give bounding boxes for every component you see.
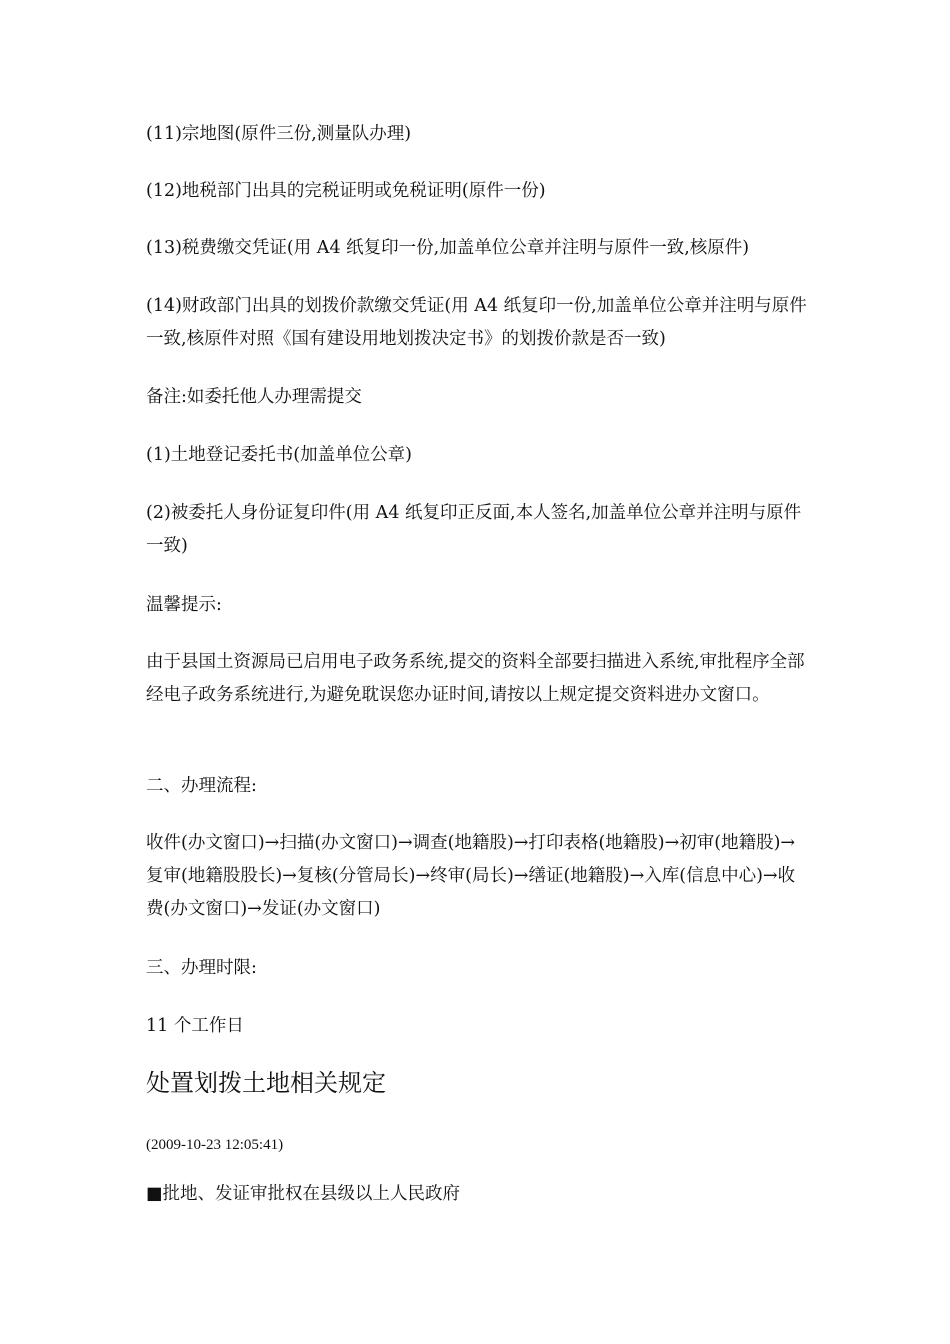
time-limit: 11 个工作日 (146, 1016, 244, 1036)
list-item: (11)宗地图(原件三份,测量队办理) (146, 124, 412, 144)
section-title: 二、办理流程: (146, 776, 257, 796)
list-item: (14)财政部门出具的划拨价款缴交凭证(用 A4 纸复印一份,加盖单位公章并注明与原件一致,核原件对照《国有建设用地划拨决定书》的划拨价款是否一致) (146, 296, 807, 349)
section-title: 三、办理时限: (146, 958, 257, 978)
remark-title: 备注:如委托他人办理需提交 (146, 387, 362, 407)
list-item: (13)税费缴交凭证(用 A4 纸复印一份,加盖单位公章并注明与原件一致,核原件) (146, 238, 750, 258)
tip-title: 温馨提示: (146, 595, 222, 615)
remark-item: (1)土地登记委托书(加盖单位公章) (146, 445, 412, 465)
article-first-line: ■批地、发证审批权在县级以上人民政府 (146, 1184, 461, 1204)
tip-text: 由于县国土资源局已启用电子政务系统,提交的资料全部要扫描进入系统,审批程序全部经电子政务系统进行,为避免耽误您办证时间,请按以上规定提交资料进办文窗口。 (146, 652, 805, 705)
article-title: 处置划拨土地相关规定 (146, 1069, 386, 1097)
list-item: (12)地税部门出具的完税证明或免税证明(原件一份) (146, 181, 546, 201)
article-date: (2009-10-23 12:05:41) (146, 1137, 284, 1153)
remark-item: (2)被委托人身份证复印件(用 A4 纸复印正反面,本人签名,加盖单位公章并注明与原件一致) (146, 503, 802, 556)
flow-text: 收件(办文窗口)→扫描(办文窗口)→调查(地籍股)→打印表格(地籍股)→初审(地籍股)→复审(地籍股股长)→复核(分管局长)→终审(局长)→缮证(地籍股)→入库(信息中心)→收费(办文窗口)→发证(办文窗口) (146, 833, 796, 919)
